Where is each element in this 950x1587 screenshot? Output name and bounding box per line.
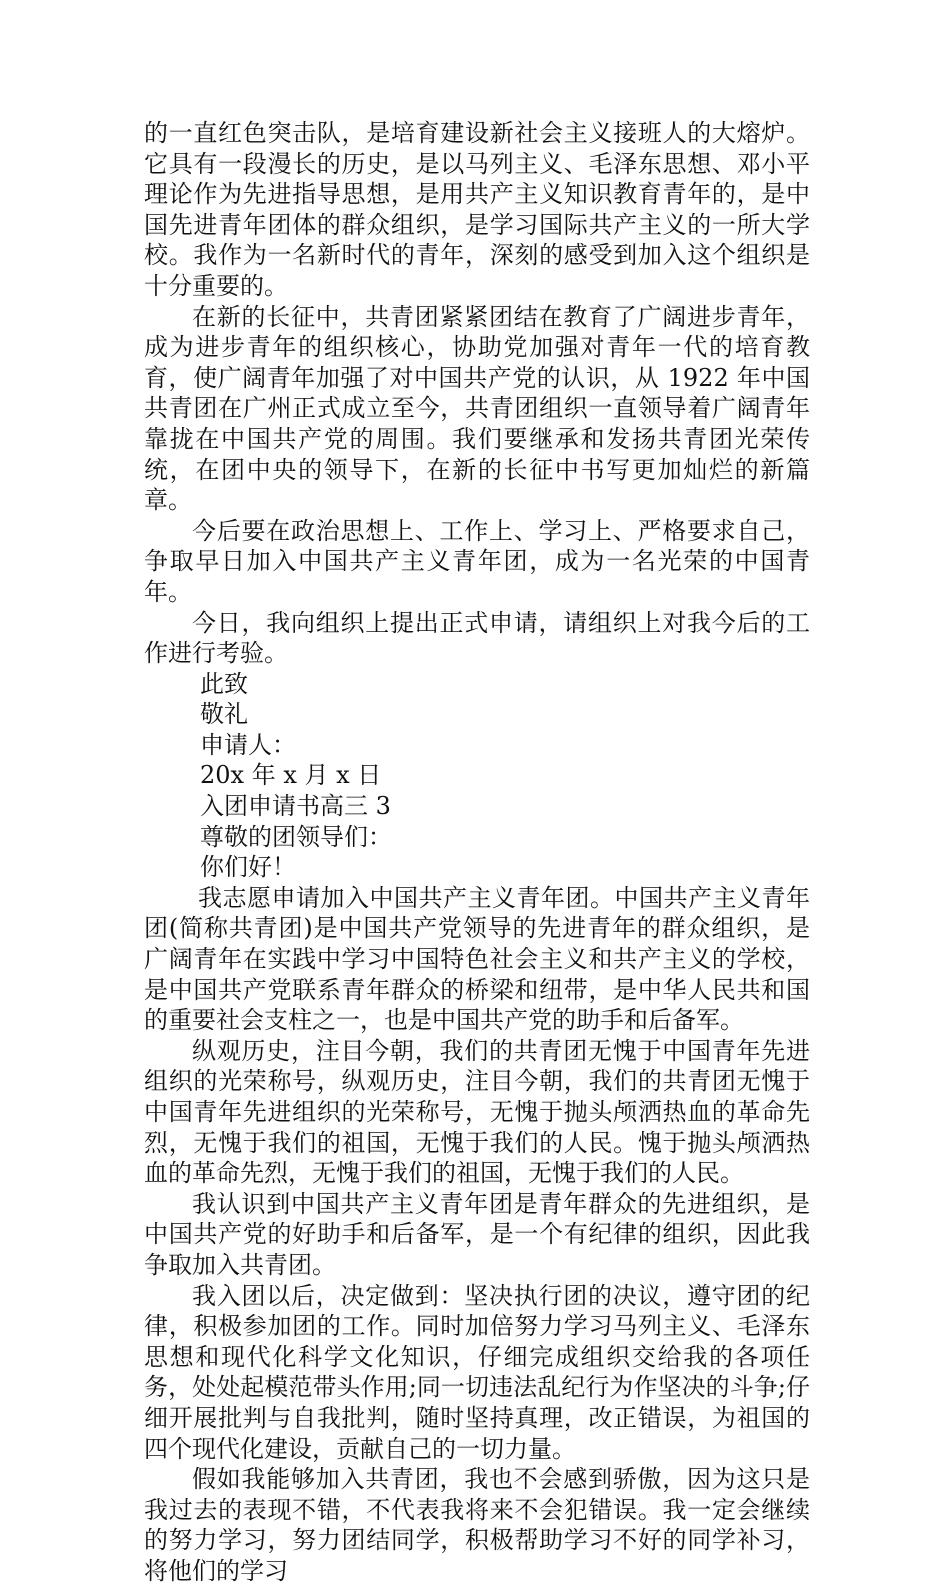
paragraph-pledges: 我入团以后，决定做到：坚决执行团的决议，遵守团的纪律，积极参加团的工作。同时加倍努力学习马列主义、毛泽东思想和现代化科学文化知识，仔细完成组织交给我的各项任务，处处起模范带头作用;同一切违法乱纪行为作坚决的斗争;仔细开展批判与自我批判，随时坚持真理，改正错误，为祖国的四个现代化建设，贡献自己的一切力量。 <box>144 1281 810 1463</box>
salutation: 尊敬的团领导们： <box>200 822 392 851</box>
paragraph-formal-request: 今日，我向组织上提出正式申请，请组织上对我今后的工作进行考验。 <box>144 608 810 668</box>
paragraph-long-march: 在新的长征中，共青团紧紧团结在教育了广阔进步青年，成为进步青年的组织核心，协助党加强对青年一代的培育教育，使广阔青年加强了对中国共产党的认识，从 1922 年中国共青团在广州正式成立至今，共青团组织一直领导着广阔青年靠拢在中国共产党的周围。我们要继承和发扬共青团光荣传统，在团中央的领导下，在新的长征中书写更加灿烂的新篇章。 <box>144 302 810 515</box>
paragraph-future-commitment: 今后要在政治思想上、工作上、学习上、严格要求自己，争取早日加入中国共产主义青年团，成为一名光荣的中国青年。 <box>144 516 810 606</box>
document-page <box>144 118 810 1587</box>
paragraph-humility: 假如我能够加入共青团，我也不会感到骄傲，因为这只是我过去的表现不错，不代表我将来不会犯错误。我一定会继续的努力学习，努力团结同学，积极帮助学习不好的同学补习，将他们的学习 <box>144 1465 810 1585</box>
closing-jingli: 敬礼 <box>200 700 248 729</box>
paragraph-intro-continued: 的一直红色突击队，是培育建设新社会主义接班人的大熔炉。它具有一段漫长的历史，是以马列主义、毛泽东思想、邓小平理论作为先进指导思想，是用共产主义知识教育青年的，是中国先进青年团体的群众组织，是学习国际共产主义的一所大学校。我作为一名新时代的青年，深刻的感受到加入这个组织是十分重要的。 <box>144 119 810 300</box>
paragraph-application: 我志愿申请加入中国共产主义青年团。中国共产主义青年团(简称共青团)是中国共产党领导的先进青年的群众组织，是广阔青年在实践中学习中国特色社会主义和共产主义的学校，是中国共产党联系青年群众的桥梁和纽带，是中华人民共和国的重要社会支柱之一，也是中国共产党的助手和后备军。 <box>144 883 810 1035</box>
date-line: 20x 年 x 月 x 日 <box>200 761 382 790</box>
greeting: 你们好！ <box>200 853 296 882</box>
paragraph-history: 纵观历史，注目今朝，我们的共青团无愧于中国青年先进组织的光荣称号，纵观历史，注目今朝，我们的共青团无愧于中国青年先进组织的光荣称号，无愧于抛头颅洒热血的革命先烈，无愧于我们的祖国，无愧于我们的人民。愧于抛头颅洒热血的革命先烈，无愧于我们的祖国，无愧于我们的人民。 <box>144 1036 810 1188</box>
applicant-label: 申请人： <box>200 730 296 759</box>
section-title: 入团申请书高三 3 <box>200 792 391 821</box>
closing-cizhi: 此致 <box>200 669 248 698</box>
paragraph-recognition: 我认识到中国共产主义青年团是青年群众的先进组织，是中国共产党的好助手和后备军，是一个有纪律的组织，因此我争取加入共青团。 <box>144 1189 810 1279</box>
